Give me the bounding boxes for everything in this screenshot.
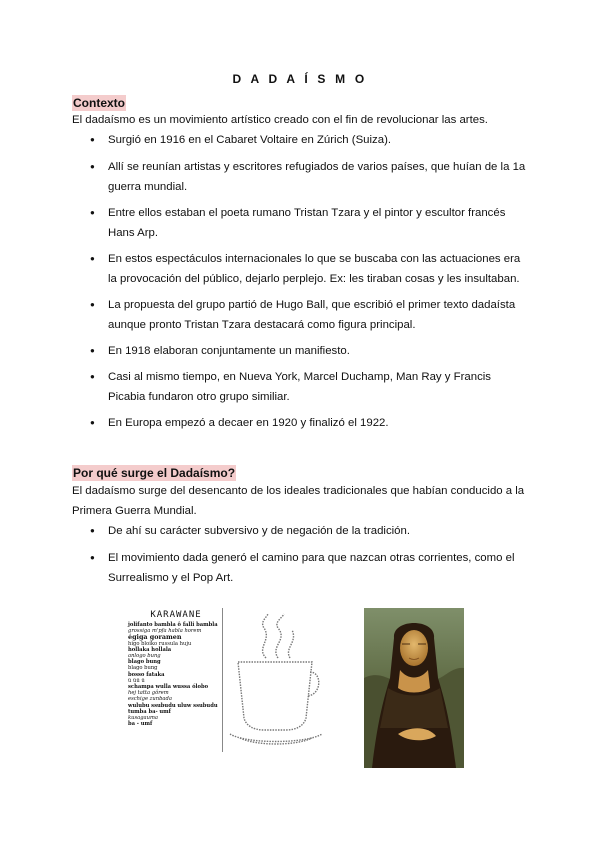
image-divider [222,608,223,752]
coffee-cup-icon [226,610,326,750]
bullet-list-por-que [90,521,530,594]
list-item: ● En 1918 elaboran conjuntamente un manifiesto. [90,341,530,361]
mona-lisa-image [364,608,464,768]
karawane-title: KARAWANE [150,610,202,620]
poem-line: wulubu ssubudu uluw ssubudu [128,702,218,709]
poem-line: jolifanto bambla ô falli bambla [128,622,218,628]
poem-line: eschige zunbada [128,696,172,703]
section-heading-contexto: Contexto [73,96,125,110]
karawane-poem-image [128,610,224,752]
bullet-list-contexto [90,130,530,439]
poem-line: blago bung [128,665,158,672]
calligram-cup-image [226,610,326,750]
section-intro-por-que: El dadaísmo surge del desencanto de los ideales tradicionales que habían conducido a la Primera Guerra Mundial. [72,485,525,517]
poem-line: tumba ba- umf [128,708,171,715]
list-item: ● De ahí su carácter subversivo y de negación de la tradición. [90,521,530,541]
poem-line: égiga goramen [128,633,182,642]
poem-line: hej tatta gôrem [128,690,169,697]
list-item: ● La propuesta del grupo partió de Hugo Ball, que escribió el primer texto dadaísta aunque pronto Tristan Tzara destacará como figura principal. [90,295,530,335]
section-intro-contexto: El dadaísmo es un movimiento artístico creado con el fin de revolucionar las artes. [72,114,488,126]
list-item: ● En estos espectáculos internacionales lo que se buscaba con las actuaciones era la provocación del público, dejarlo perplejo. Ex: les tiraban cosas y les insultaban. [90,249,530,289]
list-item: ● El movimiento dada generó el camino para que nazcan otras corrientes, como el Surrealismo y el Pop Art. [90,548,530,588]
poem-line: anlogo bung [128,653,161,660]
poem-line: ba - umf [128,721,153,728]
list-item: ● Surgió en 1916 en el Cabaret Voltaire en Zúrich (Suiza). [90,130,530,150]
list-item: ● Casi al mismo tiempo, en Nueva York, Marcel Duchamp, Man Ray y Francis Picabia fundaron otro grupo similiar. [90,367,530,407]
poem-line: hollaka hollala [128,646,172,653]
poem-line: bosso fataka [128,671,165,678]
document-title: D A D A Í S M O [232,72,368,86]
poem-line: ü üü ü [128,677,145,684]
list-item: ● En Europa empezó a decaer en 1920 y finalizó el 1922. [90,413,530,433]
poem-line: kusagauma [128,715,159,722]
poem-line: higo bloiko russula huju [128,640,192,647]
section-heading-por-que: Por qué surge el Dadaísmo? [73,466,236,480]
list-item: ● Allí se reunían artistas y escritores refugiados de varios países, que huían de la 1a guerra mundial. [90,157,530,197]
poem-line: blago bung [128,659,161,666]
poem-line: grossiga m'pfa habla horem [128,628,202,635]
poem-line: schampa wulla wussa ólobo [128,684,209,691]
list-item: ● Entre ellos estaban el poeta rumano Tristan Tzara y el pintor y escultor francés Hans Arp. [90,203,530,243]
mona-lisa-painting-icon [364,608,464,768]
